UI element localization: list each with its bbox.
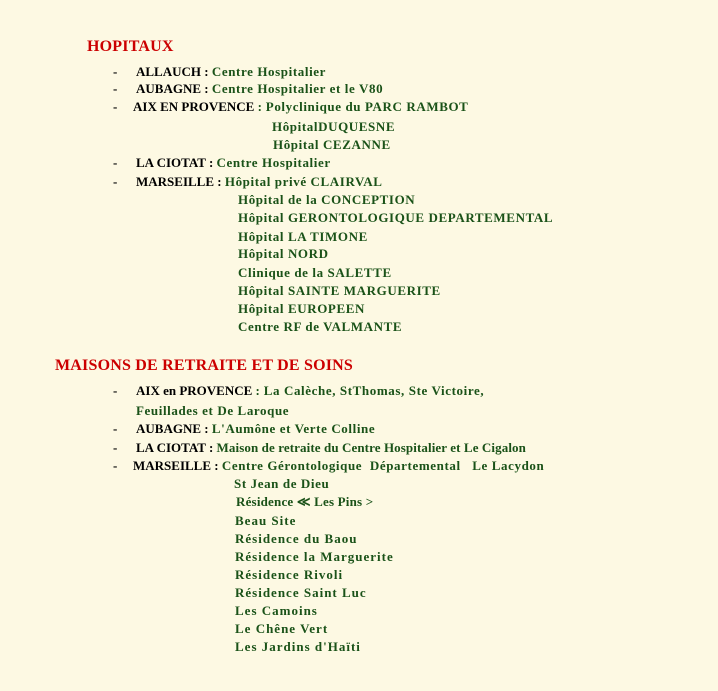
bullet-dash: - xyxy=(113,440,118,455)
bullet-dash: - xyxy=(113,421,118,436)
place-label: St Jean de Dieu xyxy=(234,476,330,491)
list-item-marseille xyxy=(136,174,383,190)
bullet-dash: - xyxy=(113,174,118,189)
city-label: AIX EN PROVENCE xyxy=(133,99,255,114)
place-label: Hôpital SAINTE MARGUERITE xyxy=(238,283,441,298)
place-label: Beau Site xyxy=(235,513,297,528)
place-label: Centre Hospitalier xyxy=(211,64,327,79)
place-label: Hôpital CEZANNE xyxy=(273,137,391,152)
list-item-aix xyxy=(133,99,468,115)
bullet-dash: - xyxy=(113,99,118,114)
place-label: Hôpital privé CLAIRVAL xyxy=(224,174,383,189)
city-label: MARSEILLE : xyxy=(136,174,222,189)
place-label: Polyclinique du PARC RAMBOT xyxy=(265,99,469,114)
place-label: Maison de retraite du Centre Hospitalier et Le Cigalon xyxy=(216,440,526,455)
separator: : xyxy=(255,383,261,398)
city-label: AUBAGNE : xyxy=(136,81,209,96)
place-label: Résidence Rivoli xyxy=(235,567,344,582)
place-label: La Calèche, StThomas, Ste Victoire, xyxy=(263,383,485,398)
city-label: ALLAUCH : xyxy=(136,64,209,79)
place-label: Les Jardins d'Haïti xyxy=(235,639,361,654)
place-label: L'Aumône et Verte Colline xyxy=(211,421,376,436)
place-label: Centre Hospitalier et le V80 xyxy=(211,81,384,96)
place-label: Hôpital EUROPEEN xyxy=(238,301,365,316)
bullet-dash: - xyxy=(113,383,118,398)
list-item-la-ciotat xyxy=(136,155,331,171)
list-item-allauch xyxy=(136,64,326,80)
bullet-dash: - xyxy=(113,64,118,79)
place-label: Feuillades et De Laroque xyxy=(136,403,290,418)
city-label: LA CIOTAT : xyxy=(136,155,214,170)
place-label: Résidence du Baou xyxy=(235,531,358,546)
list-item-la-ciotat xyxy=(136,440,526,456)
place-label: Hôpital GERONTOLOGIQUE DEPARTEMENTAL xyxy=(238,210,554,225)
city-label: AUBAGNE : xyxy=(136,421,209,436)
city-label: LA CIOTAT : xyxy=(136,440,214,455)
bullet-dash: - xyxy=(113,81,118,96)
list-item-aubagne xyxy=(136,81,383,97)
section-title-maisons: MAISONS DE RETRAITE ET DE SOINS xyxy=(55,357,353,374)
place-label: Hôpital NORD xyxy=(238,246,329,261)
place-label: Hôpital LA TIMONE xyxy=(238,229,368,244)
place-label: Hôpital de la CONCEPTION xyxy=(238,192,416,207)
section-title-hopitaux: HOPITAUX xyxy=(87,38,174,55)
list-item-aix xyxy=(136,383,484,399)
place-label: HôpitalDUQUESNE xyxy=(272,119,396,134)
place-label: Résidence ≪ Les Pins > xyxy=(236,494,374,509)
list-item-aubagne xyxy=(136,421,375,437)
place-label: Les Camoins xyxy=(235,603,318,618)
bullet-dash: - xyxy=(113,155,118,170)
city-label: AIX en PROVENCE xyxy=(136,383,253,398)
place-label: Centre RF de VALMANTE xyxy=(238,319,403,334)
place-label: Clinique de la SALETTE xyxy=(238,265,392,280)
place-label: Résidence Saint Luc xyxy=(235,585,367,600)
list-item-marseille xyxy=(133,458,544,474)
bullet-dash: - xyxy=(113,458,118,473)
separator: : xyxy=(257,99,263,114)
city-label: MARSEILLE : xyxy=(133,458,219,473)
place-label: Centre Hospitalier xyxy=(216,155,331,170)
place-label: Centre Gérontologique Départemental Le Lacydon xyxy=(221,458,545,473)
place-label: Résidence la Marguerite xyxy=(235,549,394,564)
place-label: Le Chêne Vert xyxy=(235,621,329,636)
